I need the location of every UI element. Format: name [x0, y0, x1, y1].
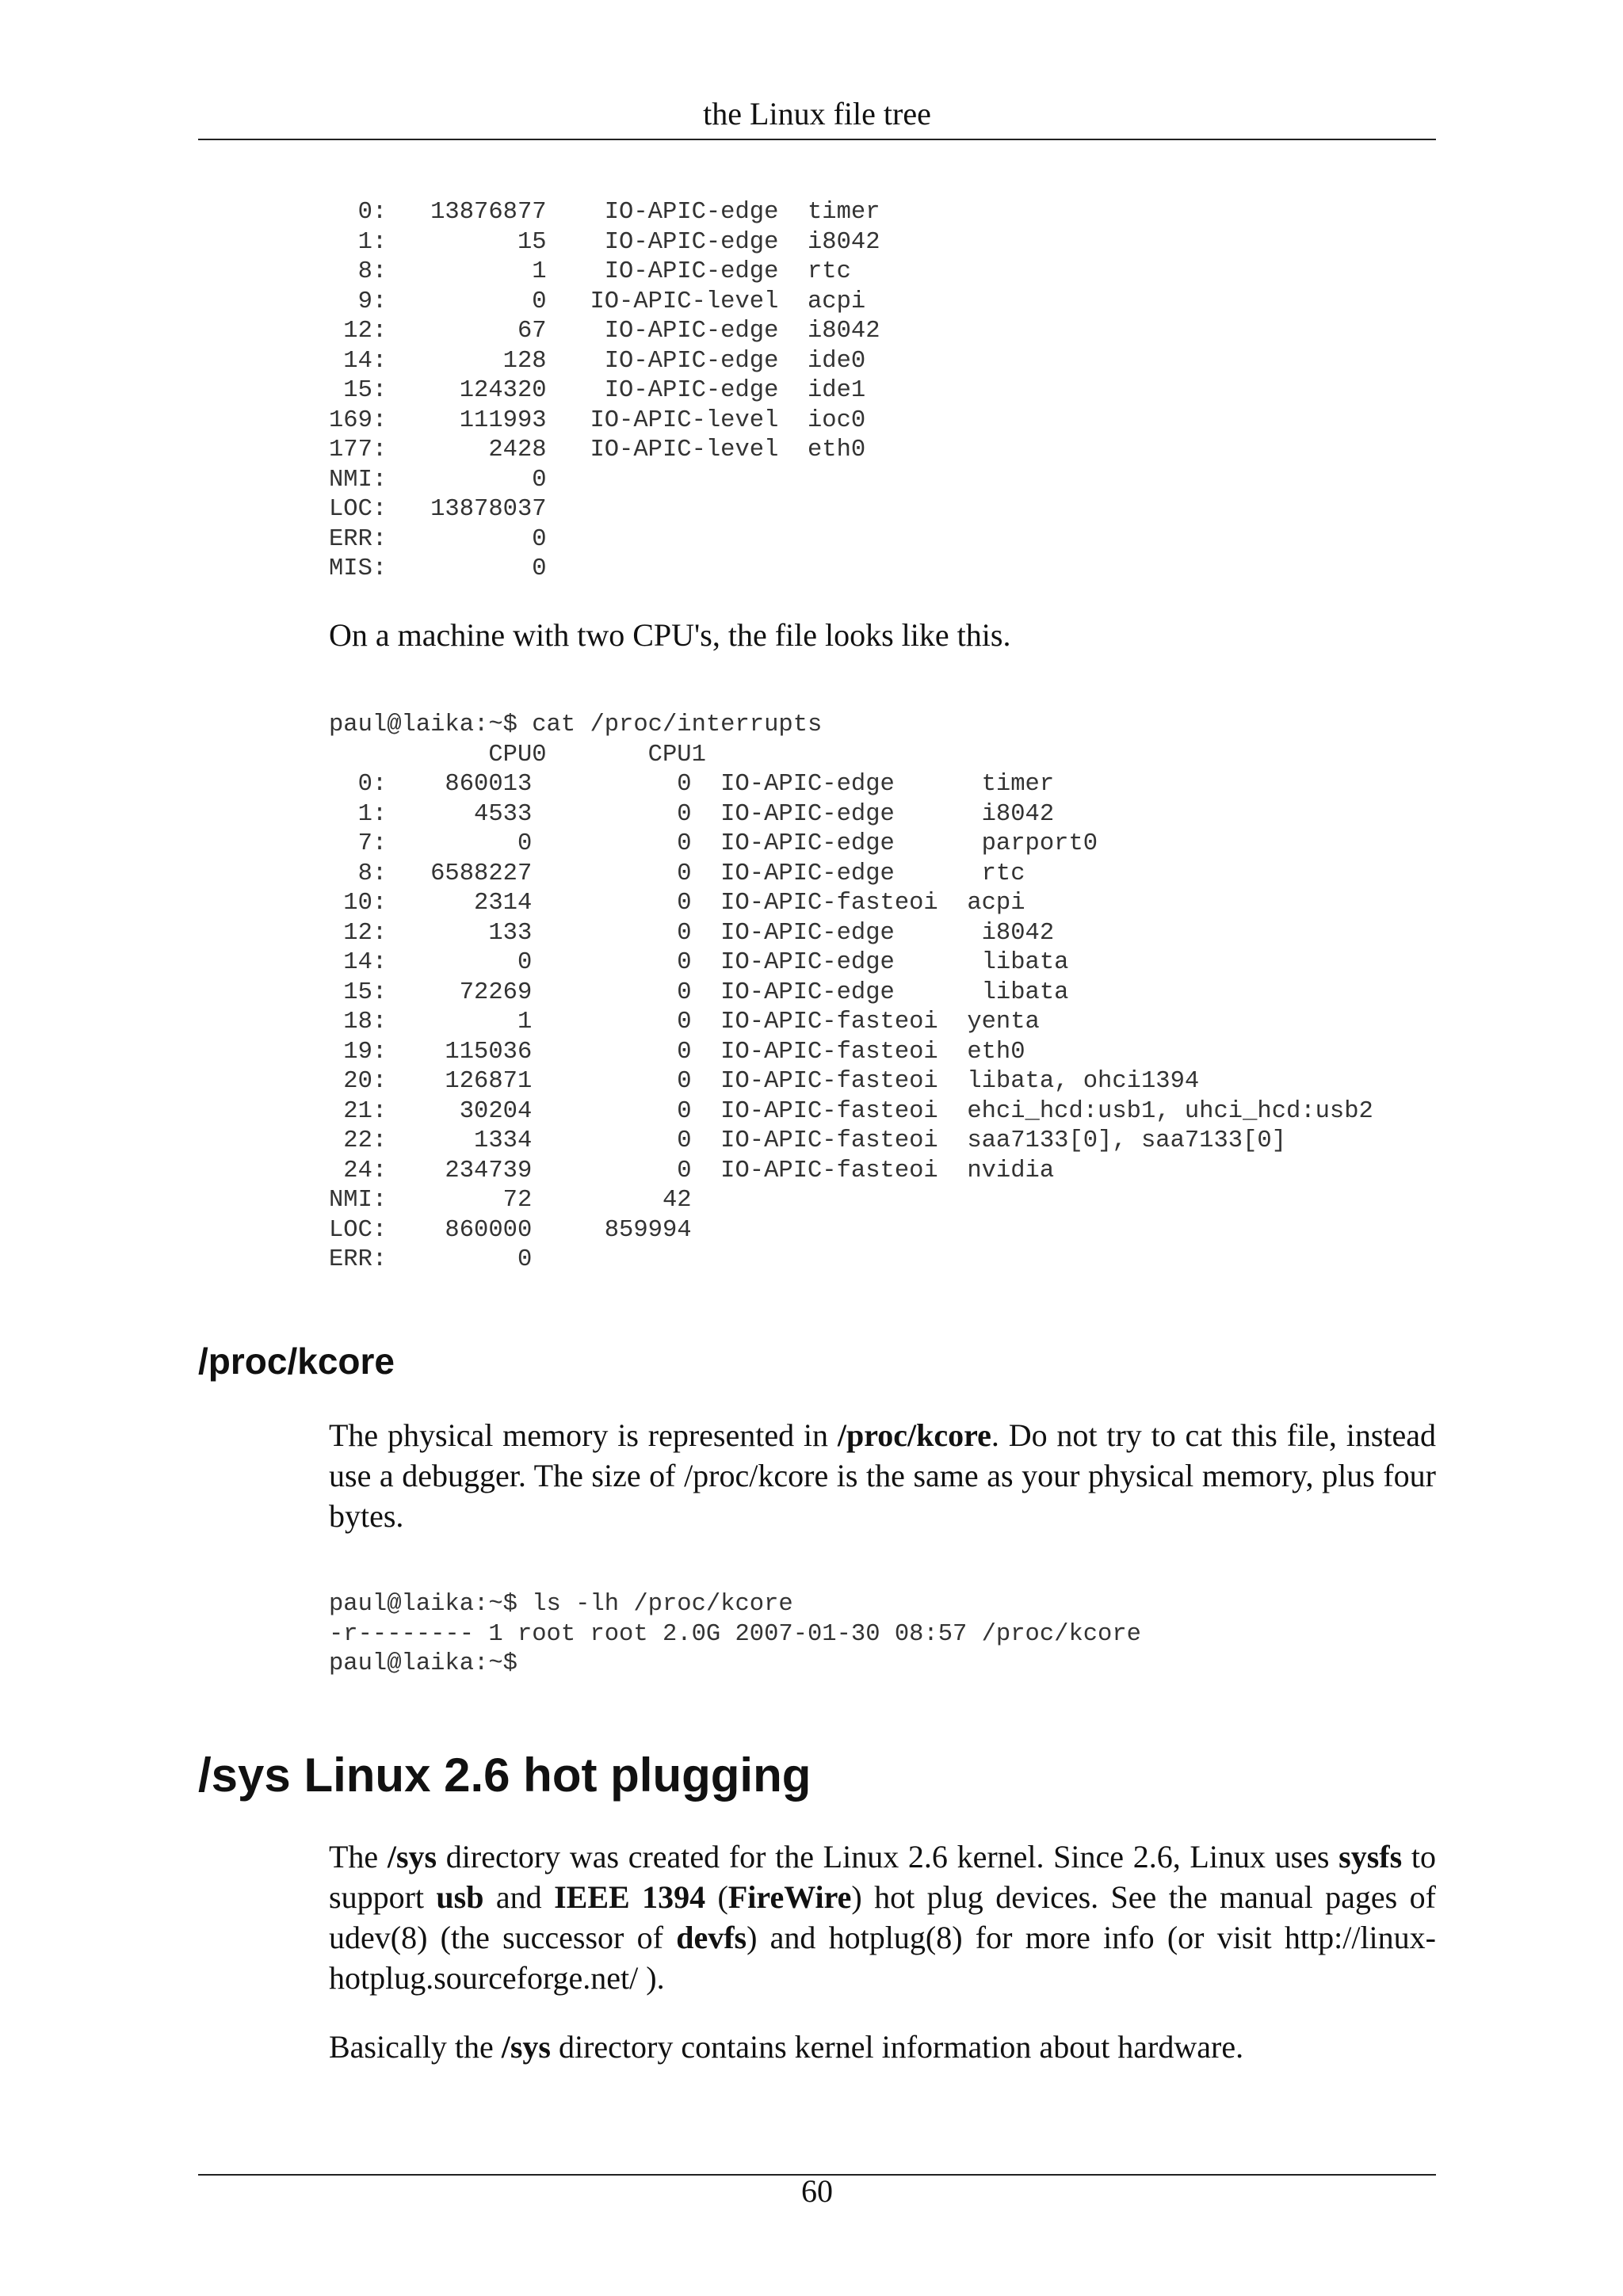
code-line: 10: 2314 0 IO-APIC-fasteoi acpi [329, 890, 1025, 917]
code-line: 7: 0 0 IO-APIC-edge parport0 [329, 830, 1098, 857]
code-line: 1: 15 IO-APIC-edge i8042 [329, 228, 880, 256]
code-line: 18: 1 0 IO-APIC-fasteoi yenta [329, 1009, 1040, 1035]
code-line: 12: 133 0 IO-APIC-edge i8042 [329, 919, 1055, 947]
text-run: directory was created for the Linux 2.6 kernel. Since 2.6, Linux uses [437, 1839, 1339, 1875]
text-run: to support [329, 1839, 1436, 1915]
bold-run: devfs [676, 1920, 747, 1955]
text-run: ) hot plug devices. See the manual pages of udev(8) (the successor of [329, 1879, 1436, 1955]
code-line: 0: 860013 0 IO-APIC-edge timer [329, 771, 1055, 798]
code-line: 24: 234739 0 IO-APIC-fasteoi nvidia [329, 1157, 1055, 1184]
code-line: 8: 6588227 0 IO-APIC-edge rtc [329, 860, 1025, 887]
section-heading-sys-hotplug: /sys Linux 2.6 hot plugging [198, 1749, 812, 1802]
kcore-ls-output [329, 1590, 1141, 1680]
code-line: MIS: 0 [329, 555, 547, 582]
code-line: -r-------- 1 root root 2.0G 2007-01-30 08:57 /proc/kcore [329, 1620, 1141, 1648]
code-line: paul@laika:~$ ls -lh /proc/kcore [329, 1591, 793, 1618]
bold-run: IEEE 1394 [554, 1879, 706, 1915]
code-line: paul@laika:~$ [329, 1650, 517, 1677]
code-line: 14: 128 IO-APIC-edge ide0 [329, 347, 866, 375]
text-run: directory contains kernel information about hardware. [550, 2029, 1244, 2065]
kcore-paragraph [329, 1415, 1436, 1536]
header-rule [198, 139, 1436, 140]
code-line: 8: 1 IO-APIC-edge rtc [329, 258, 851, 285]
bold-run: sysfs [1338, 1839, 1403, 1875]
code-line: NMI: 0 [329, 466, 547, 494]
code-line: 19: 115036 0 IO-APIC-fasteoi eth0 [329, 1038, 1025, 1066]
text-run: Basically the [329, 2029, 502, 2065]
code-line: 21: 30204 0 IO-APIC-fasteoi ehci_hcd:usb1, uhci_hcd:usb2 [329, 1097, 1373, 1125]
bold-run: /sys [501, 2029, 551, 2065]
code-line: NMI: 72 42 [329, 1187, 692, 1214]
code-line: CPU0 CPU1 [329, 741, 706, 769]
code-line: ERR: 0 [329, 1246, 533, 1273]
code-line: 15: 72269 0 IO-APIC-edge libata [329, 978, 1069, 1006]
code-line: 9: 0 IO-APIC-level acpi [329, 288, 866, 315]
code-line: LOC: 13878037 [329, 496, 547, 523]
text-run: The physical memory is represented in [329, 1417, 838, 1453]
two-cpu-paragraph: On a machine with two CPU's, the file looks like this. [329, 617, 1011, 653]
code-line: 14: 0 0 IO-APIC-edge libata [329, 949, 1069, 976]
text-run: . Do not try to cat this file, instead use a debugger. The size of /proc/kcore is the same as your physical memory, plus four bytes. [329, 1417, 1437, 1534]
bold-run: /sys [387, 1839, 437, 1875]
section-heading-proc-kcore: /proc/kcore [198, 1341, 395, 1382]
text-run: and [483, 1879, 555, 1915]
code-line: 15: 124320 IO-APIC-edge ide1 [329, 377, 866, 404]
code-line: 0: 13876877 IO-APIC-edge timer [329, 199, 880, 226]
text-run: ) and hotplug(8) for more info (or visit http://linux-hotplug.sourceforge.net/ ). [329, 1920, 1436, 1996]
running-header: the Linux file tree [703, 96, 931, 132]
code-line: 12: 67 IO-APIC-edge i8042 [329, 318, 880, 345]
bold-run: usb [436, 1879, 484, 1915]
code-line: LOC: 860000 859994 [329, 1216, 692, 1244]
code-line: 22: 1334 0 IO-APIC-fasteoi saa7133[0], saa7133[0] [329, 1127, 1286, 1154]
sys-hardware-paragraph [329, 2027, 1436, 2067]
interrupts-two-cpu-output [329, 711, 1373, 1276]
code-line: 1: 4533 0 IO-APIC-edge i8042 [329, 800, 1055, 828]
sys-paragraph [329, 1836, 1436, 1998]
code-line: 169: 111993 IO-APIC-level ioc0 [329, 406, 866, 434]
bold-run: /proc/kcore [837, 1417, 991, 1453]
page-number: 60 [801, 2173, 833, 2209]
code-line: 177: 2428 IO-APIC-level eth0 [329, 437, 866, 463]
code-line: ERR: 0 [329, 525, 547, 553]
interrupts-single-cpu-output [329, 198, 880, 585]
text-run: ( [705, 1879, 728, 1915]
code-line: 20: 126871 0 IO-APIC-fasteoi libata, ohci1394 [329, 1068, 1200, 1095]
bold-run: FireWire [727, 1879, 852, 1915]
text-run: The [329, 1839, 388, 1875]
code-line: paul@laika:~$ cat /proc/interrupts [329, 711, 823, 738]
